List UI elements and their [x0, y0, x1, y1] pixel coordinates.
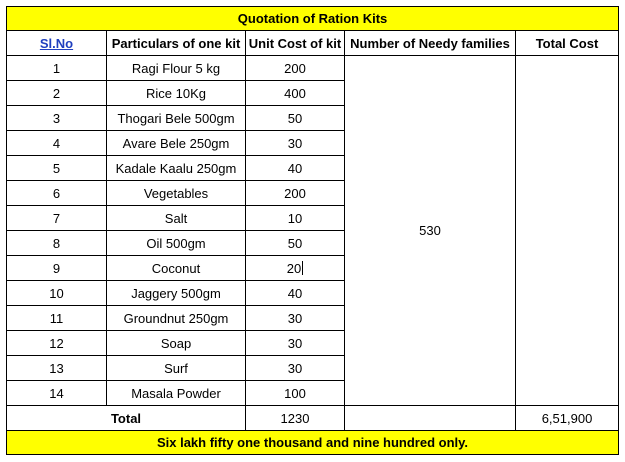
item-sl-no[interactable]: 10 [7, 281, 107, 306]
item-sl-no[interactable]: 8 [7, 231, 107, 256]
item-unit-cost[interactable]: 200 [246, 181, 345, 206]
item-unit-cost[interactable]: 50 [246, 106, 345, 131]
header-sl-no[interactable] [7, 31, 107, 56]
amount-in-words-row [7, 431, 619, 455]
item-unit-cost[interactable]: 10 [246, 206, 345, 231]
item-sl-no[interactable]: 13 [7, 356, 107, 381]
item-sl-no[interactable]: 5 [7, 156, 107, 181]
header-total-cost[interactable]: Total Cost [516, 31, 619, 56]
item-unit-cost[interactable]: 40 [246, 156, 345, 181]
total-label[interactable]: Total [7, 406, 246, 431]
item-particular[interactable]: Avare Bele 250gm [107, 131, 246, 156]
quotation-sheet [6, 6, 619, 455]
item-unit-cost[interactable]: 200 [246, 56, 345, 81]
item-unit-cost[interactable]: 30 [246, 331, 345, 356]
text-cursor [302, 261, 303, 275]
sheet-title[interactable]: Quotation of Ration Kits [7, 7, 619, 31]
item-particular[interactable]: Soap [107, 331, 246, 356]
item-sl-no[interactable]: 6 [7, 181, 107, 206]
item-unit-cost[interactable]: 100 [246, 381, 345, 406]
total-families-cell[interactable] [345, 406, 516, 431]
header-particulars[interactable]: Particulars of one kit [107, 31, 246, 56]
item-particular[interactable]: Masala Powder [107, 381, 246, 406]
item-unit-cost[interactable]: 30 [246, 306, 345, 331]
title-row [7, 7, 619, 31]
item-particular[interactable]: Surf [107, 356, 246, 381]
item-particular[interactable]: Coconut [107, 256, 246, 281]
item-sl-no[interactable]: 4 [7, 131, 107, 156]
item-particular[interactable]: Groundnut 250gm [107, 306, 246, 331]
amount-in-words[interactable]: Six lakh fifty one thousand and nine hundred only. [7, 431, 619, 455]
item-sl-no[interactable]: 1 [7, 56, 107, 81]
header-unit-cost[interactable]: Unit Cost of kit [246, 31, 345, 56]
item-particular[interactable]: Ragi Flour 5 kg [107, 56, 246, 81]
item-unit-cost[interactable]: 30 [246, 131, 345, 156]
item-unit-cost[interactable]: 50 [246, 231, 345, 256]
item-particular[interactable]: Rice 10Kg [107, 81, 246, 106]
item-particular[interactable]: Oil 500gm [107, 231, 246, 256]
item-particular[interactable]: Salt [107, 206, 246, 231]
sl-no-link[interactable]: Sl.No [39, 35, 74, 51]
needy-families-cell[interactable]: 530 [345, 56, 516, 406]
item-sl-no[interactable]: 12 [7, 331, 107, 356]
item-unit-cost[interactable]: 20 [246, 256, 345, 281]
item-particular[interactable]: Kadale Kaalu 250gm [107, 156, 246, 181]
item-sl-no[interactable]: 14 [7, 381, 107, 406]
item-unit-cost[interactable]: 40 [246, 281, 345, 306]
header-families[interactable]: Number of Needy families [345, 31, 516, 56]
total-unit-cost[interactable]: 1230 [246, 406, 345, 431]
item-sl-no[interactable]: 3 [7, 106, 107, 131]
total-cost-cell[interactable] [516, 56, 619, 406]
table-row [7, 56, 619, 81]
item-unit-cost[interactable]: 30 [246, 356, 345, 381]
item-sl-no[interactable]: 7 [7, 206, 107, 231]
grand-total[interactable]: 6,51,900 [516, 406, 619, 431]
quotation-table [6, 6, 619, 455]
item-particular[interactable]: Vegetables [107, 181, 246, 206]
item-particular[interactable]: Jaggery 500gm [107, 281, 246, 306]
item-unit-cost[interactable]: 400 [246, 81, 345, 106]
item-sl-no[interactable]: 9 [7, 256, 107, 281]
total-row [7, 406, 619, 431]
item-sl-no[interactable]: 11 [7, 306, 107, 331]
header-row [7, 31, 619, 56]
item-sl-no[interactable]: 2 [7, 81, 107, 106]
item-particular[interactable]: Thogari Bele 500gm [107, 106, 246, 131]
